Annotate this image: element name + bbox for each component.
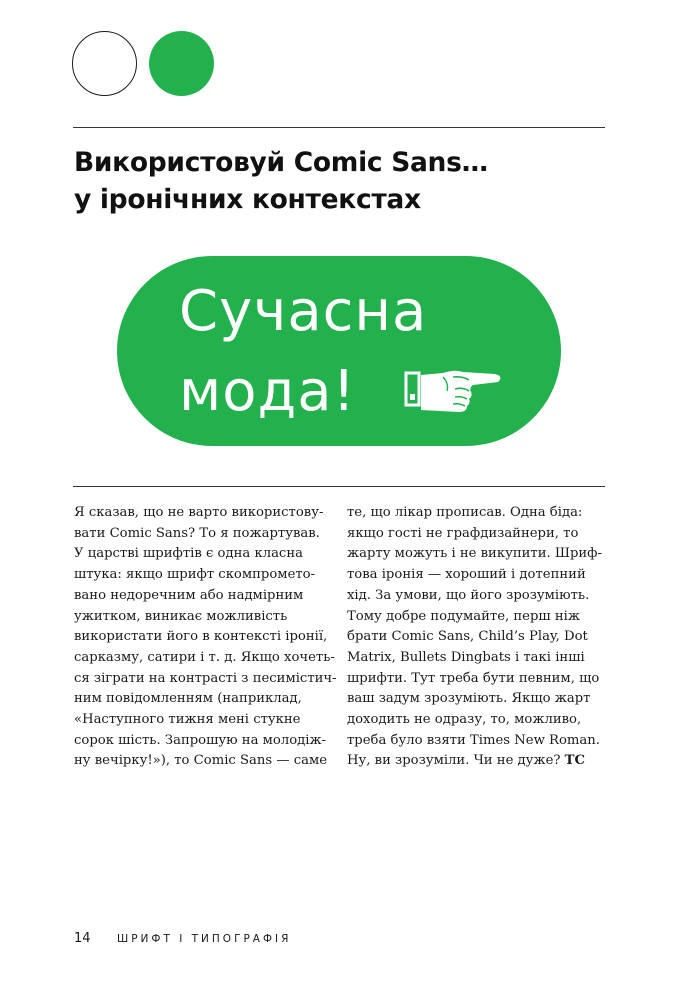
text-line: вано недоречним або надмірним: [74, 587, 304, 603]
text-line-last: [347, 751, 597, 772]
text-column-right: [347, 503, 602, 772]
text-line: У царстві шрифтів є одна класна: [74, 546, 303, 562]
text-line: використати його в контексті іронії,: [74, 629, 328, 645]
text-line: хід. За умови, що його зрозуміють.: [347, 587, 590, 603]
text-line: жарту можуть і не викупити. Шриф-: [347, 546, 602, 562]
pointing-hand-icon: [403, 363, 505, 415]
text-line: те, що лікар прописав. Одна біда:: [347, 505, 583, 520]
section-divider: [73, 486, 605, 487]
text-line: якщо гості не графдизайнери, то: [347, 525, 579, 541]
text-line: Я сказав, що не варто використову-: [74, 505, 324, 520]
text-line: ну вечірку!»), то Comic Sans — саме: [74, 753, 328, 769]
text-line: доходить не одразу, то, можливо,: [347, 712, 582, 728]
text-line: Тому добре подумайте, перш ніж: [347, 608, 581, 624]
text-line: сорок шість. Запрошую на молодіж-: [74, 732, 327, 748]
text-line: вати Comic Sans? То я пожартував.: [74, 525, 320, 541]
top-divider: [73, 127, 605, 128]
illustration-text-line-2: мода!: [179, 359, 356, 424]
title-line-2: у іронічних контекстах: [74, 184, 421, 215]
title-line-1: Використовуй Comic Sans…: [74, 147, 488, 178]
text-line: «Наступного тижня мені стукне: [74, 712, 301, 728]
text-line: Matrix, Bullets Dingbats і такі інші: [347, 649, 585, 665]
text-line: шрифти. Тут треба бути певним, що: [347, 670, 600, 686]
text-line: ужитком, виникає можливість: [74, 608, 288, 624]
text-line: треба було взяти Times New Roman.: [347, 732, 600, 748]
text-line: ваш задум зрозуміють. Якщо жарт: [347, 691, 591, 707]
author-initials: ТС: [564, 753, 585, 769]
text-line: ся зіграти на контрасті з песимістич-: [74, 670, 337, 686]
text-line: сарказму, сатири і т. д. Якщо хочеть-: [74, 649, 335, 665]
page-title: [74, 144, 614, 218]
outline-circle: [72, 31, 137, 96]
text-line: това іронія — хороший і дотепний: [347, 567, 586, 583]
page-number: 14: [74, 931, 91, 946]
text-line: ним повідомленням (наприклад,: [74, 691, 302, 707]
running-title: ШРИФТ І ТИПОГРАФІЯ: [117, 933, 292, 945]
last-line-text: Ну, ви зрозуміли. Чи не дуже?: [347, 753, 561, 769]
green-circle: [149, 31, 214, 96]
text-line: штука: якщо шрифт скомпромето-: [74, 567, 316, 583]
text-column-left: [74, 503, 337, 772]
text-line: брати Comic Sans, Child’s Play, Dot: [347, 629, 588, 645]
illustration-text-line-1: Сучасна: [179, 279, 428, 344]
